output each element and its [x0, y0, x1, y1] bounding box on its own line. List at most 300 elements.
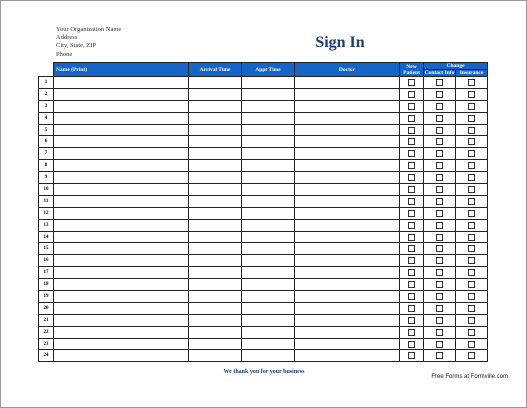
- insurance-checkbox-cell: [456, 219, 488, 231]
- contact-info-column-header: Contact Info: [424, 70, 455, 76]
- insurance-checkbox-cell: [456, 172, 488, 184]
- appt-time-cell[interactable]: [242, 148, 295, 160]
- contact-info-checkbox[interactable]: [436, 115, 443, 122]
- appt-time-cell[interactable]: [242, 77, 295, 89]
- insurance-checkbox[interactable]: [468, 103, 475, 110]
- contact-info-checkbox-cell: [424, 184, 456, 196]
- row-number: 10: [39, 184, 54, 196]
- name-cell[interactable]: [54, 219, 189, 231]
- insurance-checkbox[interactable]: [468, 245, 475, 252]
- contact-info-checkbox-cell: [424, 255, 456, 267]
- insurance-checkbox[interactable]: [468, 127, 475, 134]
- appt-time-cell[interactable]: [242, 291, 295, 303]
- table-row: [39, 77, 488, 89]
- table-row: [39, 267, 488, 279]
- doctor-cell[interactable]: [295, 291, 400, 303]
- sign-in-table: [38, 62, 488, 362]
- arrival-time-cell[interactable]: [189, 207, 242, 219]
- table-row: [39, 314, 488, 326]
- doctor-cell[interactable]: [295, 195, 400, 207]
- name-cell[interactable]: [54, 77, 189, 89]
- new-patient-checkbox[interactable]: [408, 281, 415, 288]
- new-patient-checkbox-cell: [400, 350, 424, 362]
- insurance-checkbox[interactable]: [468, 352, 475, 359]
- contact-info-checkbox[interactable]: [436, 138, 443, 145]
- contact-info-checkbox[interactable]: [436, 127, 443, 134]
- row-number: 24: [39, 350, 54, 362]
- table-row: [39, 100, 488, 112]
- insurance-checkbox[interactable]: [468, 198, 475, 205]
- arrival-time-cell[interactable]: [189, 243, 242, 255]
- insurance-checkbox[interactable]: [468, 305, 475, 312]
- organization-name: Your Organization Name: [56, 26, 122, 33]
- arrival-time-cell[interactable]: [189, 291, 242, 303]
- new-patient-checkbox-cell: [400, 148, 424, 160]
- contact-info-checkbox-cell: [424, 136, 456, 148]
- name-column-header: Name (Print): [54, 63, 189, 77]
- page-title: Sign In: [315, 34, 365, 51]
- name-cell[interactable]: [54, 207, 189, 219]
- doctor-cell[interactable]: [295, 160, 400, 172]
- table-row: [39, 136, 488, 148]
- contact-info-checkbox[interactable]: [436, 341, 443, 348]
- footer-credit: Free Forms at Formville.com: [431, 374, 508, 380]
- doctor-cell[interactable]: [295, 88, 400, 100]
- new-patient-checkbox[interactable]: [408, 103, 415, 110]
- arrival-time-cell[interactable]: [189, 172, 242, 184]
- arrival-time-cell[interactable]: [189, 302, 242, 314]
- row-number: 6: [39, 136, 54, 148]
- row-number: 5: [39, 124, 54, 136]
- insurance-checkbox[interactable]: [468, 79, 475, 86]
- row-number: 12: [39, 207, 54, 219]
- arrival-time-cell[interactable]: [189, 136, 242, 148]
- row-number: 23: [39, 338, 54, 350]
- new-patient-checkbox[interactable]: [408, 305, 415, 312]
- sign-in-rows: [39, 77, 488, 362]
- contact-info-checkbox[interactable]: [436, 281, 443, 288]
- new-patient-checkbox[interactable]: [408, 293, 415, 300]
- new-patient-checkbox-cell: [400, 243, 424, 255]
- new-patient-checkbox-cell: [400, 314, 424, 326]
- doctor-cell[interactable]: [295, 219, 400, 231]
- appt-time-cell[interactable]: [242, 231, 295, 243]
- insurance-checkbox[interactable]: [468, 329, 475, 336]
- insurance-checkbox-cell: [456, 207, 488, 219]
- new-patient-checkbox[interactable]: [408, 174, 415, 181]
- new-patient-checkbox-cell: [400, 231, 424, 243]
- contact-info-checkbox[interactable]: [436, 91, 443, 98]
- name-cell[interactable]: [54, 124, 189, 136]
- new-patient-checkbox-cell: [400, 88, 424, 100]
- new-patient-checkbox[interactable]: [408, 186, 415, 193]
- table-row: [39, 207, 488, 219]
- contact-info-checkbox-cell: [424, 243, 456, 255]
- appt-time-cell[interactable]: [242, 326, 295, 338]
- new-patient-checkbox-cell: [400, 302, 424, 314]
- contact-info-checkbox-cell: [424, 195, 456, 207]
- insurance-checkbox-cell: [456, 136, 488, 148]
- arrival-time-cell[interactable]: [189, 219, 242, 231]
- row-number: 4: [39, 112, 54, 124]
- insurance-checkbox[interactable]: [468, 222, 475, 229]
- insurance-checkbox-cell: [456, 184, 488, 196]
- new-patient-checkbox[interactable]: [408, 269, 415, 276]
- insurance-checkbox[interactable]: [468, 186, 475, 193]
- new-patient-checkbox[interactable]: [408, 245, 415, 252]
- new-patient-checkbox[interactable]: [408, 162, 415, 169]
- doctor-cell[interactable]: [295, 100, 400, 112]
- new-patient-checkbox-cell: [400, 267, 424, 279]
- contact-info-checkbox-cell: [424, 326, 456, 338]
- insurance-checkbox-cell: [456, 124, 488, 136]
- new-patient-checkbox[interactable]: [408, 341, 415, 348]
- name-cell[interactable]: [54, 255, 189, 267]
- arrival-time-cell[interactable]: [189, 231, 242, 243]
- new-patient-checkbox[interactable]: [408, 352, 415, 359]
- appt-time-cell[interactable]: [242, 255, 295, 267]
- contact-info-checkbox-cell: [424, 112, 456, 124]
- appt-time-cell[interactable]: [242, 243, 295, 255]
- new-patient-checkbox[interactable]: [408, 210, 415, 217]
- name-cell[interactable]: [54, 279, 189, 291]
- table-row: [39, 338, 488, 350]
- contact-info-checkbox-cell: [424, 148, 456, 160]
- arrival-time-cell[interactable]: [189, 350, 242, 362]
- appt-time-cell[interactable]: [242, 207, 295, 219]
- contact-info-checkbox-cell: [424, 172, 456, 184]
- row-number: 17: [39, 267, 54, 279]
- doctor-column-header: Doctor: [295, 63, 400, 77]
- new-patient-checkbox-cell: [400, 112, 424, 124]
- table-row: [39, 88, 488, 100]
- insurance-checkbox[interactable]: [468, 317, 475, 324]
- insurance-checkbox-cell: [456, 302, 488, 314]
- new-patient-checkbox-cell: [400, 124, 424, 136]
- row-number: 22: [39, 326, 54, 338]
- new-patient-checkbox[interactable]: [408, 222, 415, 229]
- insurance-checkbox[interactable]: [468, 174, 475, 181]
- name-cell[interactable]: [54, 100, 189, 112]
- contact-info-checkbox[interactable]: [436, 305, 443, 312]
- contact-info-checkbox[interactable]: [436, 269, 443, 276]
- row-number: 2: [39, 88, 54, 100]
- contact-info-checkbox[interactable]: [436, 210, 443, 217]
- doctor-cell[interactable]: [295, 326, 400, 338]
- organization-phone: Phone: [56, 50, 73, 58]
- new-patient-checkbox[interactable]: [408, 257, 415, 264]
- row-number: 15: [39, 243, 54, 255]
- contact-info-checkbox[interactable]: [436, 222, 443, 229]
- insurance-checkbox-cell: [456, 112, 488, 124]
- contact-info-checkbox[interactable]: [436, 174, 443, 181]
- insurance-checkbox-cell: [456, 279, 488, 291]
- table-row: [39, 243, 488, 255]
- contact-info-checkbox[interactable]: [436, 245, 443, 252]
- insurance-checkbox-cell: [456, 350, 488, 362]
- arrival-time-cell[interactable]: [189, 338, 242, 350]
- contact-info-checkbox[interactable]: [436, 257, 443, 264]
- table-row: [39, 148, 488, 160]
- insurance-checkbox[interactable]: [468, 234, 475, 241]
- appt-time-cell[interactable]: [242, 314, 295, 326]
- arrival-time-cell[interactable]: [189, 77, 242, 89]
- row-number-header: [39, 63, 54, 77]
- arrival-time-cell[interactable]: [189, 100, 242, 112]
- insurance-checkbox[interactable]: [468, 138, 475, 145]
- contact-info-checkbox-cell: [424, 207, 456, 219]
- name-cell[interactable]: [54, 243, 189, 255]
- name-cell[interactable]: [54, 350, 189, 362]
- contact-info-checkbox[interactable]: [436, 150, 443, 157]
- table-row: [39, 291, 488, 303]
- arrival-time-cell[interactable]: [189, 124, 242, 136]
- insurance-checkbox[interactable]: [468, 150, 475, 157]
- row-number: 18: [39, 279, 54, 291]
- contact-info-checkbox[interactable]: [436, 186, 443, 193]
- arrival-time-cell[interactable]: [189, 326, 242, 338]
- insurance-checkbox[interactable]: [468, 281, 475, 288]
- insurance-column-header: Insurance: [456, 70, 488, 77]
- appt-time-cell[interactable]: [242, 160, 295, 172]
- appt-time-cell[interactable]: [242, 172, 295, 184]
- new-patient-checkbox-cell: [400, 172, 424, 184]
- new-patient-checkbox[interactable]: [408, 115, 415, 122]
- insurance-checkbox[interactable]: [468, 341, 475, 348]
- row-number: 13: [39, 219, 54, 231]
- doctor-cell[interactable]: [295, 267, 400, 279]
- row-number: 16: [39, 255, 54, 267]
- table-row: [39, 112, 488, 124]
- appt-time-cell[interactable]: [242, 88, 295, 100]
- row-number: 19: [39, 291, 54, 303]
- appt-time-column-header: Appt Time: [242, 63, 295, 77]
- doctor-cell[interactable]: [295, 338, 400, 350]
- doctor-cell[interactable]: [295, 302, 400, 314]
- name-cell[interactable]: [54, 231, 189, 243]
- doctor-cell[interactable]: [295, 231, 400, 243]
- appt-time-cell[interactable]: [242, 136, 295, 148]
- table-row: [39, 279, 488, 291]
- new-patient-checkbox-cell: [400, 207, 424, 219]
- row-number: 14: [39, 231, 54, 243]
- insurance-checkbox-cell: [456, 160, 488, 172]
- new-patient-checkbox-cell: [400, 184, 424, 196]
- row-number: 1: [39, 77, 54, 89]
- name-cell[interactable]: [54, 88, 189, 100]
- name-cell[interactable]: [54, 302, 189, 314]
- contact-info-checkbox-cell: [424, 302, 456, 314]
- row-number: 7: [39, 148, 54, 160]
- new-patient-checkbox-cell: [400, 160, 424, 172]
- contact-info-checkbox-cell: [424, 77, 456, 89]
- insurance-checkbox[interactable]: [468, 115, 475, 122]
- insurance-checkbox[interactable]: [468, 162, 475, 169]
- new-patient-checkbox-cell: [400, 291, 424, 303]
- appt-time-cell[interactable]: [242, 338, 295, 350]
- table-row: [39, 172, 488, 184]
- insurance-checkbox-cell: [456, 77, 488, 89]
- insurance-checkbox-cell: [456, 314, 488, 326]
- appt-time-cell[interactable]: [242, 124, 295, 136]
- doctor-cell[interactable]: [295, 243, 400, 255]
- new-patient-checkbox[interactable]: [408, 234, 415, 241]
- name-cell[interactable]: [54, 172, 189, 184]
- name-cell[interactable]: [54, 291, 189, 303]
- name-cell[interactable]: [54, 136, 189, 148]
- arrival-time-cell[interactable]: [189, 148, 242, 160]
- new-patient-checkbox-cell: [400, 100, 424, 112]
- insurance-checkbox-cell: [456, 195, 488, 207]
- new-patient-checkbox[interactable]: [408, 79, 415, 86]
- table-row: [39, 160, 488, 172]
- arrival-time-cell[interactable]: [189, 88, 242, 100]
- arrival-time-cell[interactable]: [189, 112, 242, 124]
- new-patient-checkbox-cell: [400, 279, 424, 291]
- new-patient-checkbox[interactable]: [408, 198, 415, 205]
- table-row: [39, 124, 488, 136]
- insurance-checkbox-cell: [456, 326, 488, 338]
- contact-info-checkbox[interactable]: [436, 79, 443, 86]
- contact-info-checkbox-cell: [424, 100, 456, 112]
- new-patient-checkbox[interactable]: [408, 317, 415, 324]
- new-patient-checkbox-cell: [400, 255, 424, 267]
- row-number: 8: [39, 160, 54, 172]
- new-patient-checkbox[interactable]: [408, 138, 415, 145]
- arrival-time-cell[interactable]: [189, 314, 242, 326]
- appt-time-cell[interactable]: [242, 219, 295, 231]
- row-number: 20: [39, 302, 54, 314]
- change-group-header: Change: [424, 63, 488, 70]
- contact-info-checkbox-cell: [424, 279, 456, 291]
- footer-thanks: We thank you for your business: [223, 369, 305, 375]
- table-row: [39, 302, 488, 314]
- contact-info-checkbox-cell: [424, 219, 456, 231]
- arrival-time-column-header: Arrival Time: [189, 63, 242, 77]
- name-cell[interactable]: [54, 148, 189, 160]
- name-cell[interactable]: [54, 338, 189, 350]
- appt-time-cell[interactable]: [242, 195, 295, 207]
- table-row: [39, 231, 488, 243]
- appt-time-cell[interactable]: [242, 100, 295, 112]
- contact-info-checkbox[interactable]: [436, 293, 443, 300]
- contact-info-checkbox[interactable]: [436, 103, 443, 110]
- insurance-checkbox-cell: [456, 338, 488, 350]
- table-row: [39, 219, 488, 231]
- new-patient-checkbox-cell: [400, 195, 424, 207]
- doctor-cell[interactable]: [295, 124, 400, 136]
- insurance-checkbox[interactable]: [468, 293, 475, 300]
- arrival-time-cell[interactable]: [189, 267, 242, 279]
- arrival-time-cell[interactable]: [189, 195, 242, 207]
- doctor-cell[interactable]: [295, 279, 400, 291]
- doctor-cell[interactable]: [295, 172, 400, 184]
- new-patient-column-header: New Patient: [400, 63, 424, 77]
- doctor-cell[interactable]: [295, 314, 400, 326]
- appt-time-cell[interactable]: [242, 302, 295, 314]
- name-cell[interactable]: [54, 195, 189, 207]
- name-cell[interactable]: [54, 112, 189, 124]
- name-cell[interactable]: [54, 326, 189, 338]
- organization-city-state-zip: City, State, ZIP: [56, 42, 97, 50]
- row-number: 11: [39, 195, 54, 207]
- new-patient-checkbox[interactable]: [408, 329, 415, 336]
- organization-address: Address: [56, 34, 78, 42]
- insurance-checkbox[interactable]: [468, 269, 475, 276]
- doctor-cell[interactable]: [295, 350, 400, 362]
- contact-info-checkbox[interactable]: [436, 234, 443, 241]
- appt-time-cell[interactable]: [242, 184, 295, 196]
- new-patient-checkbox-cell: [400, 338, 424, 350]
- table-row: [39, 195, 488, 207]
- contact-info-checkbox[interactable]: [436, 317, 443, 324]
- row-number: 9: [39, 172, 54, 184]
- insurance-checkbox[interactable]: [468, 91, 475, 98]
- new-patient-checkbox-cell: [400, 326, 424, 338]
- insurance-checkbox-cell: [456, 243, 488, 255]
- header-row-top: [39, 63, 488, 70]
- insurance-checkbox[interactable]: [468, 257, 475, 264]
- table-row: [39, 326, 488, 338]
- row-number: 3: [39, 100, 54, 112]
- contact-info-checkbox-cell: [424, 338, 456, 350]
- doctor-cell[interactable]: [295, 136, 400, 148]
- doctor-cell[interactable]: [295, 255, 400, 267]
- new-patient-checkbox[interactable]: [408, 91, 415, 98]
- contact-info-checkbox[interactable]: [436, 162, 443, 169]
- insurance-checkbox-cell: [456, 267, 488, 279]
- new-patient-checkbox-cell: [400, 136, 424, 148]
- appt-time-cell[interactable]: [242, 279, 295, 291]
- insurance-checkbox-cell: [456, 100, 488, 112]
- contact-info-checkbox-cell: [424, 124, 456, 136]
- appt-time-cell[interactable]: [242, 350, 295, 362]
- table-row: [39, 255, 488, 267]
- organization-block: [56, 26, 121, 59]
- doctor-cell[interactable]: [295, 148, 400, 160]
- doctor-cell[interactable]: [295, 207, 400, 219]
- arrival-time-cell[interactable]: [189, 255, 242, 267]
- contact-info-checkbox-cell: [424, 88, 456, 100]
- arrival-time-cell[interactable]: [189, 279, 242, 291]
- doctor-cell[interactable]: [295, 77, 400, 89]
- insurance-checkbox-cell: [456, 88, 488, 100]
- contact-info-checkbox[interactable]: [436, 198, 443, 205]
- doctor-cell[interactable]: [295, 112, 400, 124]
- contact-info-checkbox-cell: [424, 267, 456, 279]
- name-cell[interactable]: [54, 160, 189, 172]
- table-row: [39, 350, 488, 362]
- insurance-checkbox-cell: [456, 291, 488, 303]
- new-patient-checkbox[interactable]: [408, 150, 415, 157]
- appt-time-cell[interactable]: [242, 267, 295, 279]
- insurance-checkbox-cell: [456, 148, 488, 160]
- insurance-checkbox-cell: [456, 255, 488, 267]
- name-cell[interactable]: [54, 267, 189, 279]
- insurance-checkbox[interactable]: [468, 210, 475, 217]
- contact-info-checkbox-cell: [424, 160, 456, 172]
- doctor-cell[interactable]: [295, 184, 400, 196]
- arrival-time-cell[interactable]: [189, 160, 242, 172]
- name-cell[interactable]: [54, 184, 189, 196]
- appt-time-cell[interactable]: [242, 112, 295, 124]
- new-patient-checkbox[interactable]: [408, 127, 415, 134]
- contact-info-checkbox[interactable]: [436, 352, 443, 359]
- contact-info-checkbox-cell: [424, 231, 456, 243]
- name-cell[interactable]: [54, 314, 189, 326]
- arrival-time-cell[interactable]: [189, 184, 242, 196]
- contact-info-checkbox[interactable]: [436, 329, 443, 336]
